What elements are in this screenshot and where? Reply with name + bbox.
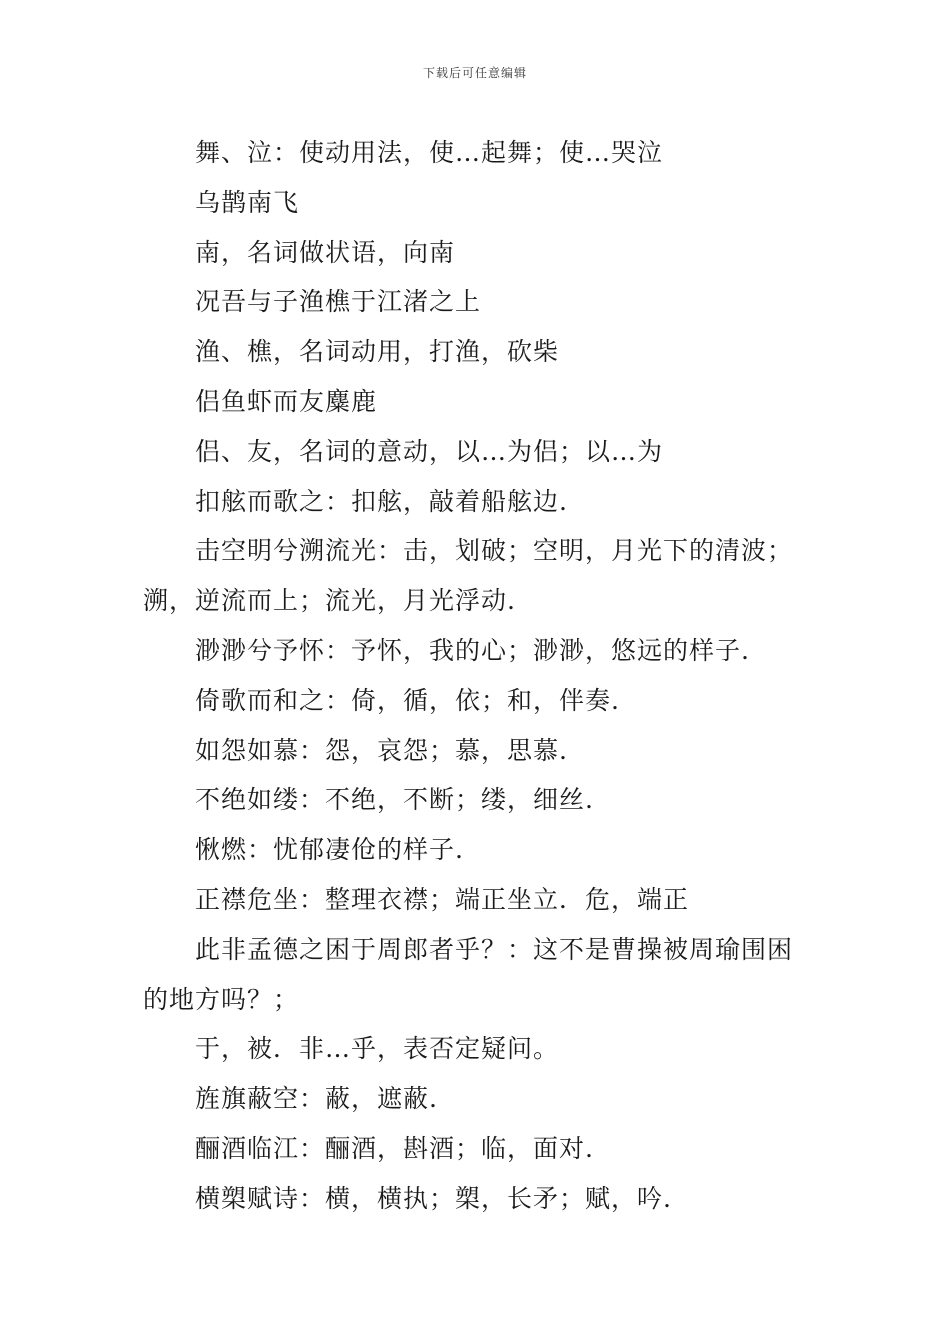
paragraph: 况吾与子渔樵于江渚之上 (195, 287, 482, 317)
paragraph: 侣、友，名词的意动，以…为侣；以…为 (195, 436, 664, 466)
document-body (143, 128, 813, 1224)
paragraph: 旌旗蔽空：蔽，遮蔽. (195, 1084, 438, 1114)
paragraph: 愀燃：忧郁凄伧的样子. (195, 835, 464, 865)
paragraph: 渔、樵，名词动用，打渔，砍柴 (195, 337, 560, 367)
page-header: 下载后可任意编辑 (422, 66, 527, 80)
paragraph: 酾酒临江：酾酒，斟酒；临，面对. (195, 1133, 594, 1163)
paragraph: 倚歌而和之：倚，循，依；和，伴奏. (195, 685, 620, 715)
paragraph: 此非孟德之困于周郎者乎？：这不是曹操被周瑜围困的地方吗？； (143, 934, 794, 1014)
paragraph: 扣舷而歌之：扣舷，敲着船舷边. (195, 486, 568, 516)
paragraph: 击空明兮溯流光：击，划破；空明，月光下的清波；溯，逆流而上；流光，月光浮动. (143, 536, 794, 616)
paragraph: 如怨如慕：怨，哀怨；慕，思慕. (195, 735, 568, 765)
paragraph: 乌鹊南飞 (195, 187, 300, 217)
paragraph: 渺渺兮予怀：予怀，我的心；渺渺，悠远的样子. (195, 635, 750, 665)
paragraph: 不绝如缕：不绝，不断；缕，细丝. (195, 785, 594, 815)
paragraph: 侣鱼虾而友麋鹿 (195, 386, 378, 416)
paragraph: 横槊赋诗：横，横执；槊，长矛；赋，吟. (195, 1183, 672, 1213)
paragraph: 于，被．非…乎，表否定疑问。 (195, 1034, 560, 1064)
paragraph: 南，名词做状语，向南 (195, 237, 456, 267)
paragraph: 舞、泣：使动用法，使…起舞；使…哭泣 (195, 138, 664, 167)
paragraph: 正襟危坐：整理衣襟；端正坐立．危，端正 (195, 884, 690, 914)
